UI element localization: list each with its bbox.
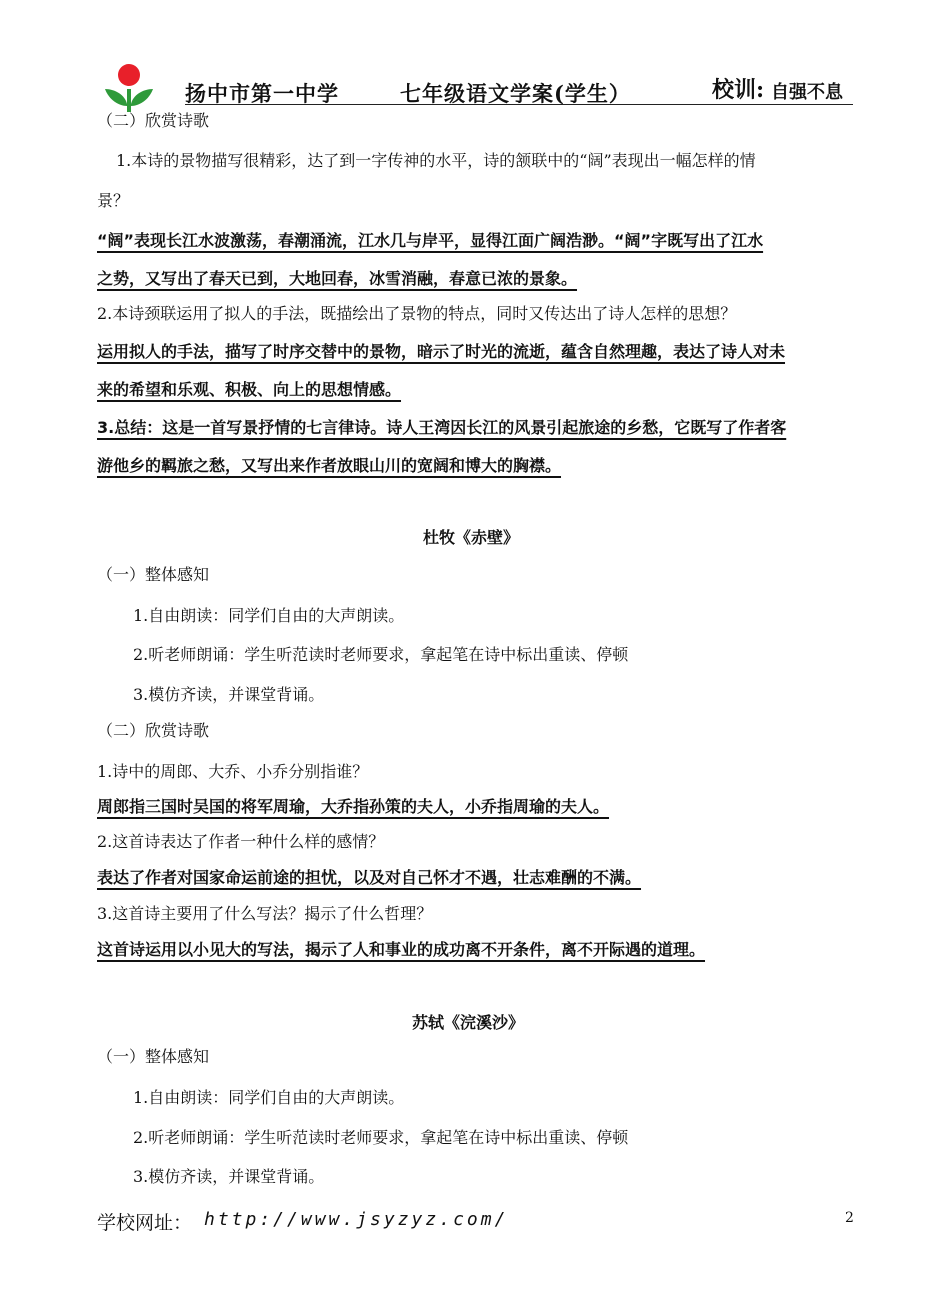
motto-text: 自强不息 (771, 82, 843, 103)
question-text: 1.本诗的景物描写很精彩，达了到一字传神的水平，诗的颔联中的“阔”表现出一幅怎样的情 (116, 151, 756, 170)
school-logo-icon (103, 62, 155, 112)
question-text: 2.本诗颈联运用了拟人的手法，既描绘出了景物的特点，同时又传达出了诗人怎样的思想？ (97, 304, 737, 323)
section-label: （二）欣赏诗歌 (97, 111, 210, 130)
answer-text: 周郎指三国时吴国的将军周瑜，大乔指孙策的夫人，小乔指周瑜的夫人。 (97, 797, 610, 816)
step-text: 3.模仿齐读，并课堂背诵。 (133, 685, 325, 704)
step-text: 1.自由朗读：同学们自由的大声朗读。 (133, 606, 405, 625)
section-label: （一）整体感知 (97, 1047, 210, 1066)
course-title: 七年级语文学案(学生） (400, 81, 631, 106)
poem-heading: 杜牧《赤壁》 (423, 528, 520, 547)
summary-text: 3.总结：这是一首写景抒情的七言律诗。诗人王湾因长江的风景引起旅途的乡愁，它既写了作者客 (97, 418, 787, 437)
page-number: 2 (845, 1210, 854, 1226)
footer-label: 学校网址： (97, 1212, 193, 1234)
answer-text: 运用拟人的手法，描写了时序交替中的景物，暗示了时光的流逝，蕴含自然理趣，表达了诗人对未 (97, 342, 786, 361)
question-text: 景？ (97, 191, 130, 210)
motto-label: 校训: (712, 77, 765, 103)
step-text: 1.自由朗读：同学们自由的大声朗读。 (133, 1088, 405, 1107)
step-text: 3.模仿齐读，并课堂背诵。 (133, 1167, 325, 1186)
step-text: 2.听老师朗诵：学生听范读时老师要求，拿起笔在诗中标出重读、停顿 (133, 645, 629, 664)
school-website-link[interactable]: http://www.jsyzyz.com/ (204, 1209, 509, 1230)
school-name: 扬中市第一中学 (185, 81, 339, 106)
question-text: 1.诗中的周郎、大乔、小乔分别指谁？ (97, 762, 369, 781)
question-text: 2.这首诗表达了作者一种什么样的感情？ (97, 832, 385, 851)
section-label: （二）欣赏诗歌 (97, 721, 210, 740)
header-divider (185, 104, 853, 105)
poem-heading: 苏轼《浣溪沙》 (412, 1013, 525, 1032)
step-text: 2.听老师朗诵：学生听范读时老师要求，拿起笔在诗中标出重读、停顿 (133, 1128, 629, 1147)
answer-text: “阔”表现长江水波激荡，春潮涌流，江水几与岸平，显得江面广阔浩渺。“阔”字既写出了江水 (97, 231, 764, 250)
summary-text: 游他乡的羁旅之愁，又写出来作者放眼山川的宽阔和博大的胸襟。 (97, 456, 562, 475)
question-text: 3.这首诗主要用了什么写法？揭示了什么哲理？ (97, 904, 433, 923)
answer-text: 这首诗运用以小见大的写法，揭示了人和事业的成功离不开条件，离不开际遇的道理。 (97, 940, 706, 959)
answer-text: 来的希望和乐观、积极、向上的思想情感。 (97, 380, 402, 399)
answer-text: 表达了作者对国家命运前途的担忧，以及对自己怀才不遇，壮志难酬的不满。 (97, 868, 642, 887)
answer-text: 之势，又写出了春天已到，大地回春，冰雪消融，春意已浓的景象。 (97, 269, 578, 288)
section-label: （一）整体感知 (97, 565, 210, 584)
